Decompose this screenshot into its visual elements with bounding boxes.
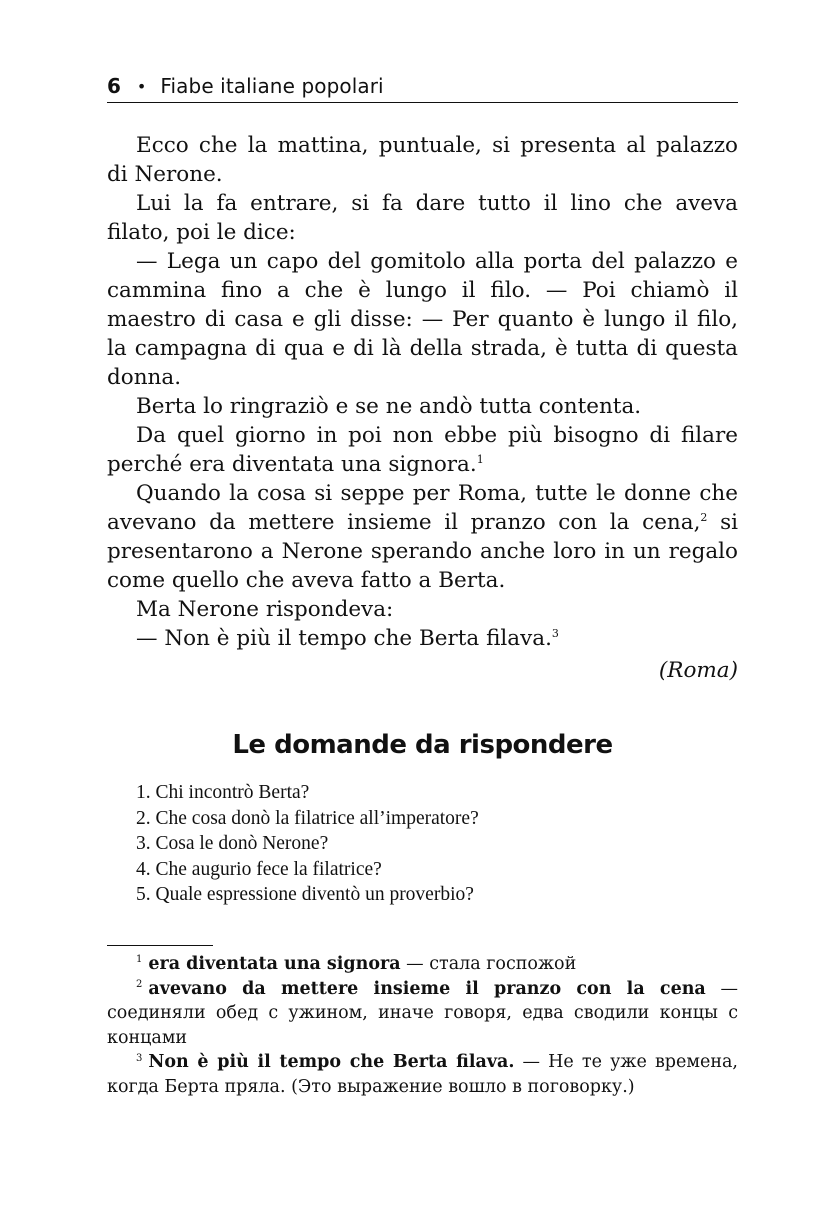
book-title: Fiabe italiane popolari [160,74,384,98]
footnote [107,952,738,977]
paragraph-text: Quando la cosa si seppe per Roma, tutte le donne che avevano da mettere insieme il pranzo con la cena, [107,481,738,535]
footnote-translation: — соединяли обед с ужином, иначе говоря, едва сводили концы с концами [107,978,738,1048]
header-separator: • [136,76,147,96]
footnote-mark: 3 [136,1052,143,1064]
footnote-translation: — стала госпожой [400,954,577,974]
paragraph [107,479,738,595]
footnote [107,977,738,1051]
paragraph: Lui la fa entrare, si fa dare tutto il lino che aveva filato, poi le dice: [107,191,738,245]
list-item: 2. Che cosa donò la filatrice all’imperatore? [136,807,479,829]
footnote-term: avevano da mettere insieme il pranzo con la cena [148,978,706,999]
paragraph [107,624,738,653]
list-item: 5. Quale espressione diventò un proverbio? [136,884,474,905]
paragraph: — Lega un capo del gomitolo alla porta del palazzo e cammina fino a che è lungo il filo. — Poi chiamò il maestro di casa e gli disse: — Per quanto è lungo il filo, la campagna di qua e di là della strada, è tutta di questa donna. [107,249,738,390]
footnote-mark: 2 [136,978,143,990]
paragraph: Ecco che la mattina, puntuale, si presenta al palazzo di Nerone. [107,133,738,187]
list-item: 4. Che augurio fece la filatrice? [136,858,382,880]
footnote-ref[interactable]: 3 [551,626,559,640]
footnote-ref[interactable]: 1 [476,452,484,466]
footnote-divider [107,945,213,946]
footnote-term: Non è più il tempo che Berta filava. [148,1052,515,1073]
footnote-term: era diventata una signora [148,954,401,974]
list-item: 3. Cosa le donò Nerone? [136,833,329,854]
page-header [107,70,738,103]
page-number: 6 [107,74,121,98]
story-origin: (Roma) [658,658,738,683]
footnote [107,1050,738,1099]
footnote-mark: 1 [136,954,143,966]
paragraph [107,421,738,479]
paragraph-text: Da quel giorno in poi non ebbe più bisogno di filare perché era diventata una signora. [107,423,738,477]
footnote-ref[interactable]: 2 [700,510,708,524]
story-text [107,131,738,653]
paragraph-text: — Non è più il tempo che Berta filava. [136,626,552,651]
question-list [136,780,738,908]
paragraph-text: si presentarono a Nerone sperando anche loro in un regalo come quello che aveva fatto a Berta. [107,510,738,593]
paragraph: Ma Nerone rispondeva: [136,597,394,622]
footnote-translation: — Не те уже времена, когда Берта пряла. (Это выражение вошло в поговорку.) [107,1052,738,1097]
footnotes [107,952,738,1100]
paragraph: Berta lo ringraziò e se ne andò tutta contenta. [136,394,642,419]
section-title: Le domande da rispondere [232,730,613,760]
list-item: 1. Chi incontrò Berta? [136,782,310,803]
